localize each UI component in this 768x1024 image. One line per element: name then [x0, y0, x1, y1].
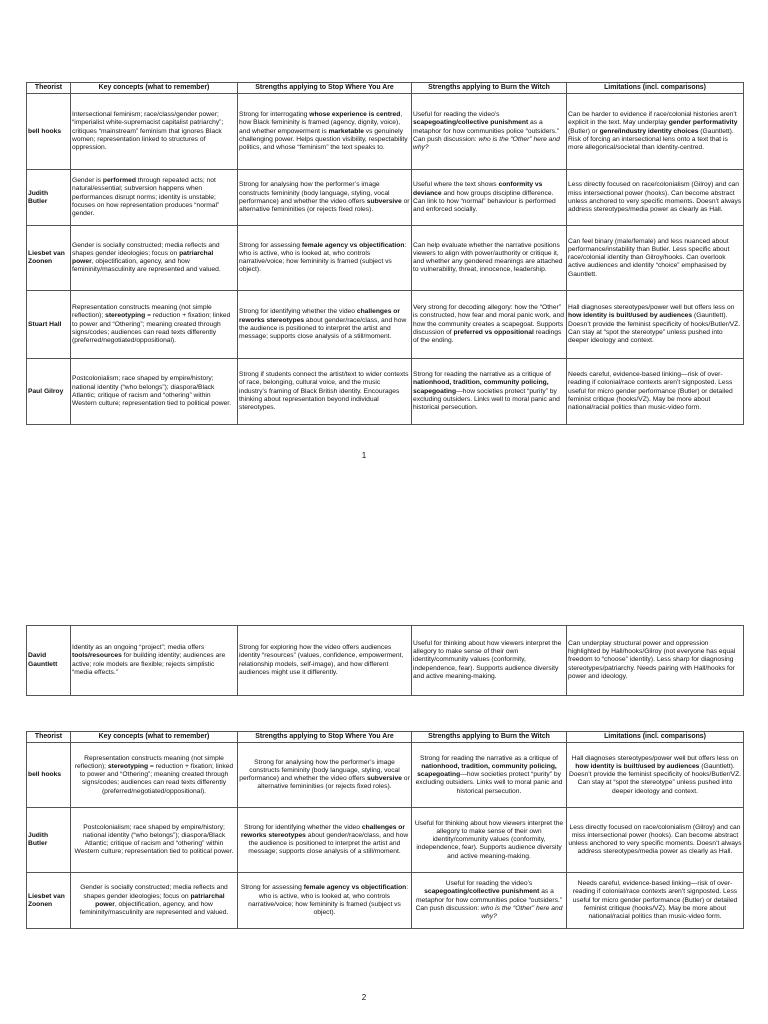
- header-stop-where-you-are: Strengths applying to Stop Where You Are: [238, 732, 412, 743]
- stop-where-you-are-cell: Strong for identifying whether the video challenges or reworks stereotypes about gender/race/class, and how the audience is positioned to interpret the artist and message; supports close analysis of a still/moment.: [238, 291, 412, 359]
- burn-the-witch-cell: Strong for reading the narrative as a critique of nationhood, tradition, community policing, scapegoating—how societies protect “purity” by excluding outsiders. Links well to moral panic and historical persecution.: [412, 359, 567, 425]
- table-row: [27, 808, 744, 873]
- theorist-cell: Judith Butler: [27, 808, 71, 873]
- limitations-cell: Needs careful, evidence-based linking—risk of over-reading if colonial/race contexts aren’t signposted. Less useful for micro gender performance (Butler) or detailed feminist critique (hooks/VZ). May be more about national/racial politics than music-video form.: [567, 359, 744, 425]
- header-key-concepts: Key concepts (what to remember): [71, 83, 238, 94]
- table-row: [27, 226, 744, 291]
- table-header-row: [27, 83, 744, 94]
- theorist-cell: Liesbet van Zoonen: [27, 226, 71, 291]
- theorist-cell: bell hooks: [27, 743, 71, 808]
- table-row: [27, 170, 744, 226]
- key-concepts-cell: Representation constructs meaning (not simple reflection); stereotyping = reduction + fixation; linked to power and “Othering”; meaning created through signs/codes; audiences can read texts differently (preferred/negotiated/oppositional).: [71, 291, 238, 359]
- theory-table-page-2: [26, 731, 744, 929]
- theory-table-page-1: [26, 82, 744, 425]
- key-concepts-cell: Intersectional feminism; race/class/gender power; “imperialist white-supremacist capitalist patriarchy”; critiques “mainstream” feminism that ignores Black women; representation linked to structures of oppression.: [71, 94, 238, 170]
- stop-where-you-are-cell: Strong for analysing how the performer’s image constructs femininity (body language, styling, vocal performance) and whether the video offers subversive or alternative femininities (or rejects fixed roles).: [238, 743, 412, 808]
- header-limitations: Limitations (incl. comparisons): [567, 83, 744, 94]
- table-row: [27, 873, 744, 929]
- key-concepts-cell: Gender is socially constructed; media reflects and shapes gender ideologies; focus on patriarchal power, objectification, agency, and how femininity/masculinity are represented and valued.: [71, 873, 238, 929]
- theory-table-continued: [26, 625, 744, 696]
- stop-where-you-are-cell: Strong for identifying whether the video challenges or reworks stereotypes about gender/race/class, and how the audience is positioned to interpret the artist and message; supports close analysis of a still/moment.: [238, 808, 412, 873]
- key-concepts-cell: Postcolonialism; race shaped by empire/history; national identity (“who belongs”); diaspora/Black Atlantic; critique of racism and “othering” within Western culture; representation tied to political power.: [71, 808, 238, 873]
- stop-where-you-are-cell: Strong for exploring how the video offers audiences identity “resources” (values, confidence, empowerment, relationship models, self-image), and how different audiences might use it differently.: [238, 626, 412, 696]
- limitations-cell: Less directly focused on race/colonialism (Gilroy) and can miss intersectional power (hooks). Can become abstract unless anchored to very specific moments. Doesn’t always address stereotypes/media power as clearly as Hall.: [567, 170, 744, 226]
- key-concepts-cell: Representation constructs meaning (not simple reflection); stereotyping = reduction + fixation; linked to power and “Othering”; meaning created through signs/codes; audiences can read texts differently (preferred/negotiated/oppositional).: [71, 743, 238, 808]
- header-theorist: Theorist: [27, 732, 71, 743]
- burn-the-witch-cell: Useful for reading the video’s scapegoating/collective punishment as a metaphor for how communities police “outsiders.” Can push discussion: who is the “Other” here and why?: [412, 873, 567, 929]
- burn-the-witch-cell: Strong for reading the narrative as a critique of nationhood, tradition, community policing, scapegoating—how societies protect “purity” by excluding outsiders. Links well to moral panic and historical persecution.: [412, 743, 567, 808]
- table-row: [27, 94, 744, 170]
- key-concepts-cell: Gender is socially constructed; media reflects and shapes gender ideologies; focus on patriarchal power, objectification, agency, and how femininity/masculinity are represented and valued.: [71, 226, 238, 291]
- table-header-row: [27, 732, 744, 743]
- stop-where-you-are-cell: Strong for assessing female agency vs objectification: who is active, who is looked at, who controls narrative/voice; how femininity is framed (subject vs object).: [238, 226, 412, 291]
- theorist-cell: Liesbet van Zoonen: [27, 873, 71, 929]
- burn-the-witch-cell: Very strong for decoding allegory: how the “Other” is constructed, how fear and moral panic work, and how the community creates a scapegoat. Supports discussion of preferred vs oppositional readings of the ending.: [412, 291, 567, 359]
- stop-where-you-are-cell: Strong for assessing female agency vs objectification: who is active, who is looked at, who controls narrative/voice; how femininity is framed (subject vs object).: [238, 873, 412, 929]
- key-concepts-cell: Identity as an ongoing “project”; media offers tools/resources for building identity; audiences are active; role models are flexible; rejects simplistic “media effects.”: [71, 626, 238, 696]
- burn-the-witch-cell: Useful for reading the video’s scapegoating/collective punishment as a metaphor for how communities police “outsiders.” Can push discussion: who is the “Other” here and why?: [412, 94, 567, 170]
- stop-where-you-are-cell: Strong if students connect the artist/text to wider contexts of race, belonging, cultural voice, and the music industry’s framing of Black British identity. Encourages thinking about representation beyond individual stereotypes.: [238, 359, 412, 425]
- limitations-cell: Can be harder to evidence if race/colonial histories aren’t explicit in the text. May underplay gender performativity (Butler) or genre/industry identity choices (Gauntlett). Risk of forcing an intersectional lens onto a text that is more allegorical/societal than identity-centred.: [567, 94, 744, 170]
- theorist-cell: Judith Butler: [27, 170, 71, 226]
- table-row: [27, 291, 744, 359]
- header-burn-the-witch: Strengths applying to Burn the Witch: [412, 83, 567, 94]
- table-row: [27, 626, 744, 696]
- limitations-cell: Can feel binary (male/female) and less nuanced about performance/instability than Butler. Less specific about race/colonial identity than Gilroy/hooks. Can overlook active audiences and identity “choice” emphasised by Gauntlett.: [567, 226, 744, 291]
- theorist-cell: Paul Gilroy: [27, 359, 71, 425]
- header-stop-where-you-are: Strengths applying to Stop Where You Are: [238, 83, 412, 94]
- burn-the-witch-cell: Useful for thinking about how viewers interpret the allegory to make sense of their own identity/community values (conformity, independence, fear). Supports audience diversity and active meaning-making.: [412, 626, 567, 696]
- burn-the-witch-cell: Useful where the text shows conformity vs deviance and how groups discipline difference. Can link to how “normal” behaviour is performed and enforced socially.: [412, 170, 567, 226]
- limitations-cell: Hall diagnoses stereotypes/power well but offers less on how identity is built/used by audiences (Gauntlett). Doesn’t provide the feminist specificity of hooks/Butler/VZ. Can stay at “spot the stereotype” unless pushed into deeper ideology and context.: [567, 291, 744, 359]
- page-number-1: 1: [361, 451, 367, 460]
- table-row: [27, 743, 744, 808]
- stop-where-you-are-cell: Strong for interrogating whose experience is centred, how Black femininity is framed (agency, dignity, voice), and whether empowerment is marketable vs genuinely challenging power. Helps question visibility, respectability politics, and whose “feminism” the text speaks to.: [238, 94, 412, 170]
- limitations-cell: Less directly focused on race/colonialism (Gilroy) and can miss intersectional power (hooks). Can become abstract unless anchored to very specific moments. Doesn’t always address stereotypes/media power as clearly as Hall.: [567, 808, 744, 873]
- theorist-cell: Stuart Hall: [27, 291, 71, 359]
- header-burn-the-witch: Strengths applying to Burn the Witch: [412, 732, 567, 743]
- theorist-cell: bell hooks: [27, 94, 71, 170]
- stop-where-you-are-cell: Strong for analysing how the performer’s image constructs femininity (body language, styling, vocal performance) and whether the video offers subversive or alternative femininities (or rejects fixed roles).: [238, 170, 412, 226]
- page-number-2: 2: [361, 993, 367, 1002]
- key-concepts-cell: Postcolonialism; race shaped by empire/history; national identity (“who belongs”); diaspora/Black Atlantic; critique of racism and “othering” within Western culture; representation tied to political power.: [71, 359, 238, 425]
- header-theorist: Theorist: [27, 83, 71, 94]
- limitations-cell: Can underplay structural power and oppression highlighted by Hall/hooks/Gilroy (not everyone has equal freedom to “choose” identity). Less sharp for diagnosing stereotypes/patriarchy. Needs pairing with Hall/hooks for power and ideology.: [567, 626, 744, 696]
- limitations-cell: Needs careful, evidence-based linking—risk of over-reading if colonial/race contexts aren’t signposted. Less useful for micro gender performance (Butler) or detailed feminist critique (hooks/VZ). May be more about national/racial politics than music-video form.: [567, 873, 744, 929]
- limitations-cell: Hall diagnoses stereotypes/power well but offers less on how identity is built/used by audiences (Gauntlett). Doesn’t provide the feminist specificity of hooks/Butler/VZ. Can stay at “spot the stereotype” unless pushed into deeper ideology and context.: [567, 743, 744, 808]
- header-limitations: Limitations (incl. comparisons): [567, 732, 744, 743]
- table-row: [27, 359, 744, 425]
- theorist-cell: David Gauntlett: [27, 626, 71, 696]
- key-concepts-cell: Gender is performed through repeated acts; not natural/essential; subversion happens when performances disrupt norms; identity is unstable; focuses on how representation produces “normal” gender.: [71, 170, 238, 226]
- header-key-concepts: Key concepts (what to remember): [71, 732, 238, 743]
- burn-the-witch-cell: Useful for thinking about how viewers interpret the allegory to make sense of their own identity/community values (conformity, independence, fear). Supports audience diversity and active meaning-making.: [412, 808, 567, 873]
- burn-the-witch-cell: Can help evaluate whether the narrative positions viewers to align with power/authority or critique it, and whether any gendered meanings are attached to vulnerability, threat, innocence, leadership.: [412, 226, 567, 291]
